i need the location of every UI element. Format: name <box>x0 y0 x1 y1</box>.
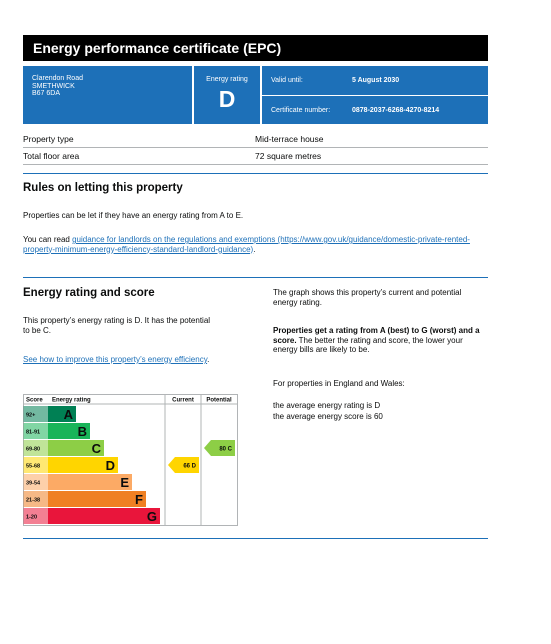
score-range-label: 55-68 <box>26 463 41 470</box>
floor-area-row <box>23 148 488 165</box>
valid-until-label: Valid until: <box>271 77 303 84</box>
letting-paragraph: Properties can be let if they have an energy rating from A to E. <box>23 211 244 220</box>
section-divider <box>23 538 488 539</box>
score-heading: Energy rating and score <box>23 287 155 299</box>
rating-band-letter: G <box>146 509 157 524</box>
current-rating-label: 66 D <box>183 463 196 470</box>
address-line-1: Clarendon Road <box>32 75 83 82</box>
score-range-label: 1-20 <box>26 514 38 521</box>
average-score-text: the average energy score is 60 <box>273 412 383 421</box>
floor-area-value: 72 square metres <box>255 151 322 161</box>
score-paragraph: This property’s energy rating is D. It has the potential to be C. <box>23 316 211 335</box>
address-line-2: SMETHWICK <box>32 82 75 90</box>
average-rating-text: the average energy rating is D <box>273 401 381 410</box>
potential-rating-label: 80 C <box>219 446 232 453</box>
score-column-header: Score <box>26 397 43 404</box>
property-type-value: Mid-terrace house <box>255 134 324 144</box>
rating-band-letter: D <box>105 458 115 473</box>
score-range-label: 21-38 <box>26 497 41 504</box>
landlord-guidance-link[interactable]: guidance for landlords on the regulations and exemptions (https://www.gov.uk/guidance/domestic-private-rented-property-minimum-energy-efficiency-standard-landlord-guidance) <box>23 235 470 254</box>
score-range-label: 69-80 <box>26 446 41 453</box>
page-title: Energy performance certificate (EPC) <box>23 35 488 61</box>
score-range-label: 81-91 <box>26 429 41 436</box>
score-range-label: 92+ <box>26 412 36 419</box>
certificate-number-panel <box>262 96 488 124</box>
letting-guidance-paragraph <box>23 235 473 254</box>
energy-rating-label: Energy rating <box>206 76 248 83</box>
address-panel <box>23 66 192 124</box>
rating-band-letter: B <box>77 424 87 439</box>
property-type-row <box>23 131 488 148</box>
potential-column-header: Potential <box>206 397 232 404</box>
score-range-label: 39-54 <box>26 480 41 487</box>
guidance-suffix: . <box>253 244 256 254</box>
address-line-3: B67 6DA <box>32 90 61 97</box>
improve-efficiency-link[interactable]: See how to improve this property’s energy efficiency <box>23 355 208 364</box>
section-divider <box>23 173 488 174</box>
rating-column-header: Energy rating <box>52 397 91 404</box>
graph-description: The graph shows this property’s current and potential energy rating. <box>273 288 462 307</box>
guidance-prefix: You can read <box>23 235 73 244</box>
energy-rating-value: D <box>218 86 236 112</box>
current-column-header: Current <box>172 397 194 404</box>
section-divider <box>23 277 488 278</box>
energy-rating-panel <box>194 66 260 124</box>
rating-band-letter: E <box>120 475 129 490</box>
improve-paragraph <box>23 355 213 365</box>
property-type-label: Property type <box>23 134 74 144</box>
rating-explanation-rest: The better the rating and score, the lower your energy bills are likely to be. <box>273 335 463 354</box>
rating-band-g <box>48 508 160 524</box>
letting-heading: Rules on letting this property <box>23 182 183 194</box>
certificate-number-value: 0878-2037-6268-4270-8214 <box>352 107 440 114</box>
rating-explanation-bold: Properties get a rating from A (best) to G (worst) and a score. <box>273 326 480 345</box>
energy-rating-chart <box>23 394 238 527</box>
rating-band-letter: F <box>135 492 143 507</box>
rating-band-f <box>48 491 146 507</box>
valid-until-panel <box>262 66 488 95</box>
rating-band-letter: A <box>63 407 73 422</box>
improve-suffix: . <box>207 355 210 364</box>
rating-band-letter: C <box>91 441 101 456</box>
floor-area-label: Total floor area <box>23 151 80 161</box>
rating-explanation <box>273 326 488 355</box>
valid-until-value: 5 August 2030 <box>352 77 400 84</box>
certificate-number-label: Certificate number: <box>271 107 331 114</box>
region-label: For properties in England and Wales: <box>273 379 405 388</box>
